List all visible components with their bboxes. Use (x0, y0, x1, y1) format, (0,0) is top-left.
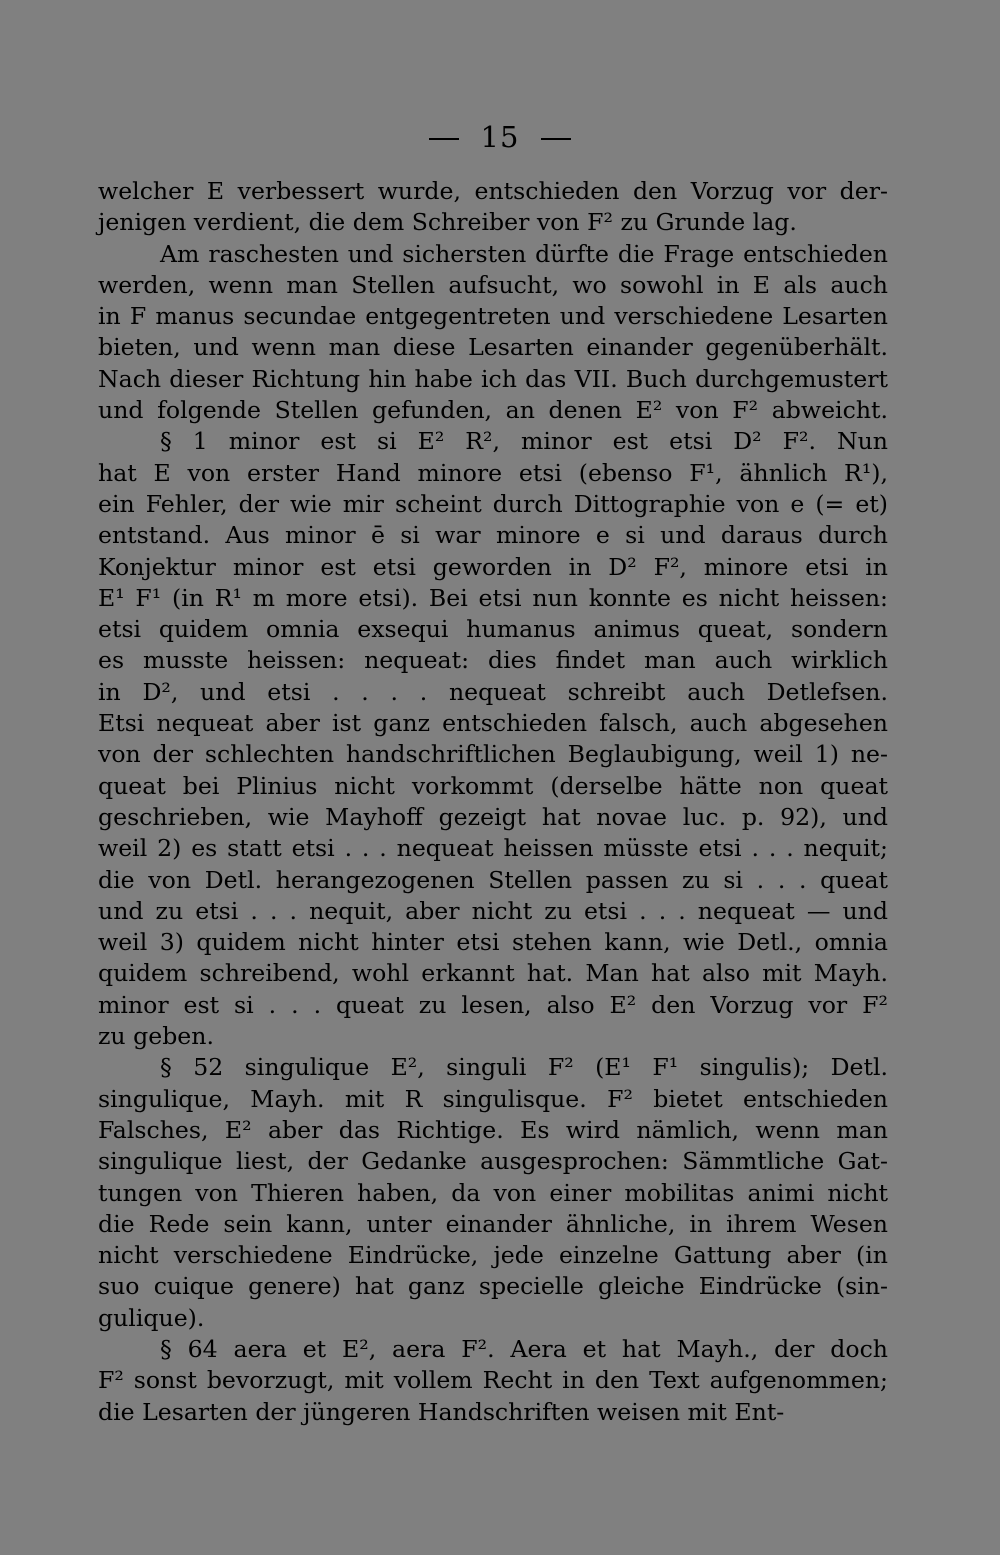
page-number (0, 120, 1000, 154)
text-line: quidem schreibend, wohl erkannt hat. Man hat also mit Mayh. (98, 959, 888, 988)
text-line: minor est si . . . queat zu lesen, also E² den Vorzug vor F² (98, 990, 888, 1019)
text-line: Nach dieser Richtung hin habe ich das VII. Buch durchgemustert (98, 364, 888, 393)
page-number-value: 15 (480, 120, 520, 154)
dash-left (429, 138, 459, 140)
text-line: die von Detl. herangezogenen Stellen passen zu si . . . queat (98, 865, 888, 894)
text-line: Konjektur minor est etsi geworden in D² F², minore etsi in (98, 552, 888, 581)
text-line: und folgende Stellen gefunden, an denen E² von F² abweicht. (98, 396, 888, 425)
text-line: welcher E verbessert wurde, entschieden den Vorzug vor der- (98, 177, 888, 205)
text-line: tungen von Thieren haben, da von einer mobilitas animi nicht (98, 1178, 888, 1207)
text-line: weil 2) es statt etsi . . . nequeat heissen müsste etsi . . . nequit; (98, 834, 888, 863)
text-line: suo cuique genere) hat ganz specielle gleiche Eindrücke (sin- (98, 1272, 888, 1301)
text-line: Am raschesten und sichersten dürfte die Frage entschieden (160, 239, 888, 268)
text-line: queat bei Plinius nicht vorkommt (derselbe hätte non queat (98, 771, 888, 800)
text-line: es musste heissen: nequeat: dies findet man auch wirklich (98, 646, 888, 675)
text-line: singulique, Mayh. mit R singulisque. F² bietet entschieden (98, 1084, 888, 1113)
text-line: hat E von erster Hand minore etsi (ebenso F¹, ähnlich R¹), (98, 458, 888, 487)
text-line: und zu etsi . . . nequit, aber nicht zu etsi . . . nequeat — und (98, 896, 888, 925)
text-line: E¹ F¹ (in R¹ m more etsi). Bei etsi nun konnte es nicht heissen: (98, 583, 888, 612)
text-line: § 1 minor est si E² R², minor est etsi D² F². Nun (160, 427, 888, 456)
text-line: § 64 aera et E², aera F². Aera et hat Mayh., der doch (160, 1334, 888, 1363)
text-line: werden, wenn man Stellen aufsucht, wo sowohl in E als auch (98, 270, 888, 299)
text-line: F² sonst bevorzugt, mit vollem Recht in den Text aufgenommen; (98, 1366, 888, 1395)
text-line: jenigen verdient, die dem Schreiber von F² zu Grunde lag. (98, 208, 797, 237)
text-line: etsi quidem omnia exsequi humanus animus queat, sondern (98, 615, 888, 644)
text-line: ein Fehler, der wie mir scheint durch Dittographie von e (= et) (98, 489, 888, 518)
text-line: singulique liest, der Gedanke ausgesprochen: Sämmtliche Gat- (98, 1147, 888, 1176)
text-line: geschrieben, wie Mayhoff gezeigt hat novae luc. p. 92), und (98, 802, 888, 831)
text-line: in F manus secundae entgegentreten und verschiedene Lesarten (98, 302, 888, 331)
text-line: Etsi nequeat aber ist ganz entschieden falsch, auch abgesehen (98, 709, 888, 738)
dash-right (541, 138, 571, 140)
text-line: in D², und etsi . . . . nequeat schreibt auch Detlefsen. (98, 677, 888, 706)
text-line: nicht verschiedene Eindrücke, jede einzelne Gattung aber (in (98, 1241, 888, 1270)
text-line: von der schlechten handschriftlichen Beglaubigung, weil 1) ne- (98, 740, 888, 769)
text-line: § 52 singulique E², singuli F² (E¹ F¹ singulis); Detl. (160, 1053, 888, 1082)
text-line: zu geben. (98, 1022, 214, 1051)
text-line: die Lesarten der jüngeren Handschriften weisen mit Ent- (98, 1397, 785, 1426)
text-line: bieten, und wenn man diese Lesarten einander gegenüberhält. (98, 333, 888, 362)
body-text (98, 176, 888, 1428)
text-line: weil 3) quidem nicht hinter etsi stehen kann, wie Detl., omnia (98, 928, 888, 957)
text-line: entstand. Aus minor ē si war minore e si und daraus durch (98, 521, 888, 550)
text-line: die Rede sein kann, unter einander ähnliche, in ihrem Wesen (98, 1209, 888, 1238)
text-line: gulique). (98, 1303, 205, 1332)
text-line: Falsches, E² aber das Richtige. Es wird nämlich, wenn man (98, 1115, 888, 1144)
